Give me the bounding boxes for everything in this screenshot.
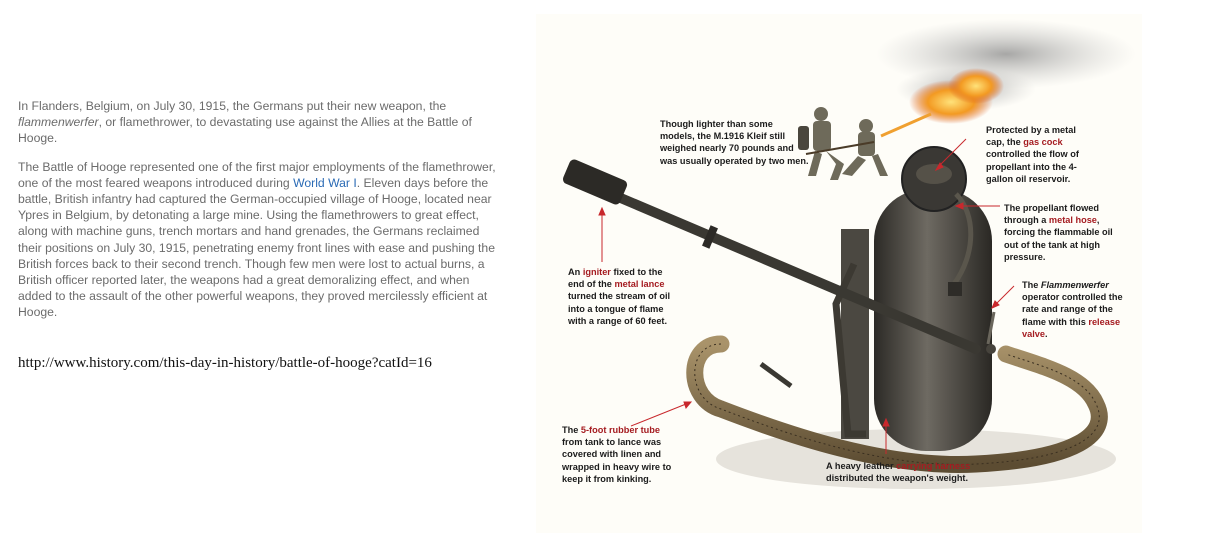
flammenwerfer-caption-term: Flammenwerfer (1040, 280, 1109, 290)
release-valve-term: release valve (1022, 316, 1121, 339)
metal-lance-term: metal lance (614, 279, 665, 290)
flame-stream (881, 114, 931, 136)
flammenwerfer-term: flammenwerfer (18, 115, 99, 130)
caption-rubber-tube: The 5-foot rubber tube from tank to lance was covered with linen and wrapped in heavy wire to keep it from kinking. (562, 425, 672, 484)
release-valve (986, 344, 996, 354)
caption-metal-hose: The propellant flowed through a metal hose, forcing the flammable oil out of the tank at high pressure. (1004, 203, 1113, 262)
paragraph-intro: In Flanders, Belgium, on July 30, 1915, the Germans put their new weapon, the flammenwerfer, or flamethrower, to devastating use against the Allies at the Battle of Hooge. (18, 99, 472, 146)
gas-cock (916, 164, 952, 184)
carrying-harness-term: carrying harness (896, 461, 971, 471)
igniter-term: igniter (582, 267, 611, 277)
soldiers-figure (798, 107, 888, 180)
world-war-link[interactable]: World War I (293, 175, 357, 190)
article-text (18, 98, 496, 333)
rubber-tube-term: 5-foot rubber tube (580, 425, 660, 435)
caption-soldiers: Though lighter than some models, the M.1916 Kleif still weighed nearly 70 pounds and was usually operated by two men. (660, 119, 809, 166)
hose-fitting (948, 282, 962, 296)
caption-igniter: An igniter fixed to the end of the metal lance turned the stream of oil into a tongue of flame with a range of 60 feet. (568, 267, 671, 326)
oil-tank (874, 189, 992, 451)
paragraph-battle: The Battle of Hooge represented one of the first major employments of the flamethrower, one of the most feared weapons introduced during World War I. Eleven days before the battle, British infantry had captured the German-occupied village of Hooge, located near Ypres in Belgium, by detonating a large mine. Using the flamethrowers to great effect, along with machine guns, trench mortars and hand grenades, the Germans reclaimed their positions on July 30, 1915, penetrating enemy front lines with ease and pushing the British forces back to their second trench. Though few men were lost to actual burns, a British officer reported later, the weapons had a great demoralizing effect, and when added to the assault of the other powerful weapons, they proved mercilessly efficient at Hooge. (18, 159, 496, 320)
metal-hose-term: metal hose (1048, 215, 1097, 226)
caption-gas-cock: Protected by a metal cap, the gas cock controlled the flow of propellant into the 4-gallon oil reservoir. (986, 125, 1079, 184)
gas-cock-term: gas cock (1023, 137, 1063, 148)
caption-harness: A heavy leather carrying harness distributed the weapon's weight. (826, 461, 971, 484)
caption-release-valve: The Flammenwerfer operator controlled the rate and range of the flame with this release valve. (1022, 280, 1123, 339)
source-url: http://www.history.com/this-day-in-history/battle-of-hooge?catId=16 (18, 355, 432, 371)
flamethrower-illustration (536, 14, 1142, 533)
lance-handle (761, 364, 791, 386)
flame-tip (948, 68, 1004, 104)
igniter (561, 158, 628, 206)
